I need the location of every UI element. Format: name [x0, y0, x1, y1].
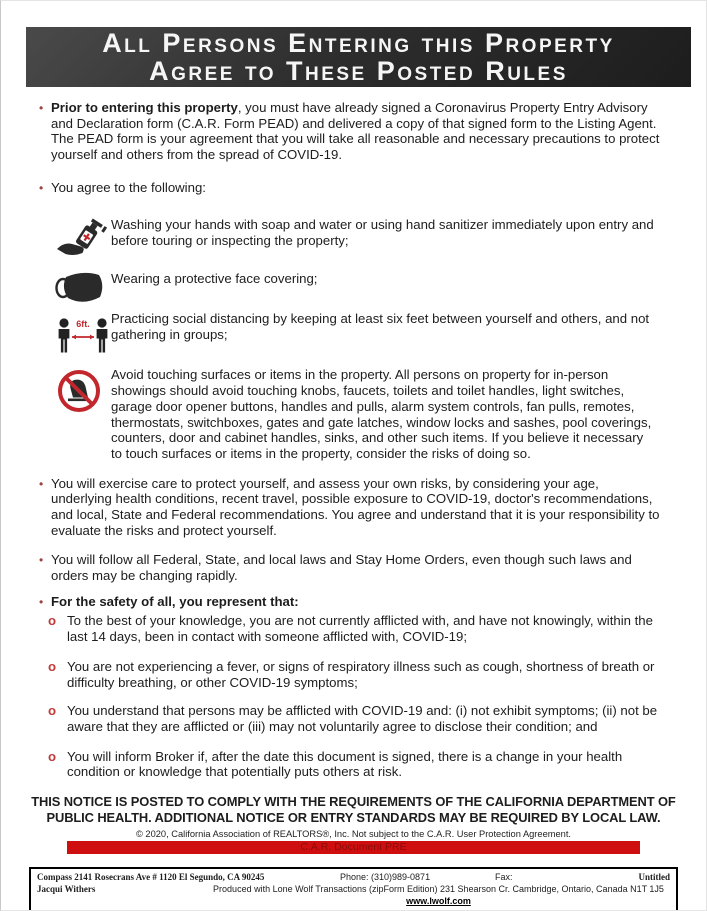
rule-social-distancing: [39, 311, 661, 359]
six-feet-label: 6ft.: [76, 319, 90, 330]
phone-label: Phone: (310)989-0871: [340, 871, 431, 882]
office-address: Compass 2141 Rosecrans Ave # 1120 El Segundo, CA 90245: [37, 871, 265, 882]
produced-with: [207, 883, 670, 907]
rule-prior-entry-lead: Prior to entering this property: [51, 100, 238, 115]
representation-no-covid-contact: [39, 613, 661, 644]
fax-label: Fax:: [495, 871, 513, 882]
agent-name: Jacqui Withers: [37, 883, 96, 894]
document-body: [1, 100, 706, 780]
rule-safety-heading-text: For the safety of all, you represent that:: [51, 593, 299, 609]
representation-no-symptoms: [39, 659, 661, 690]
banner-line-1: All Persons Entering this Property: [102, 27, 615, 58]
sub-bullet-o-icon: o: [48, 703, 57, 719]
car-document-bar-label: C.A.R. Document PRE: [300, 840, 407, 853]
representation-inform-broker-text: You will inform Broker if, after the date this document is signed, there is a change in your health condition or knowledge that potentially puts others at risk.: [67, 748, 623, 780]
rule-social-distancing-text: Practicing social distancing by keeping at least six feet between yourself and others, and not gathering in groups;: [111, 311, 650, 343]
bullet-dot-icon: •: [39, 101, 44, 115]
sub-bullet-o-icon: o: [48, 658, 57, 674]
no-touching-icon: [55, 367, 111, 415]
rule-prior-entry: [39, 100, 661, 163]
bullet-dot-icon: •: [39, 553, 44, 568]
compliance-notice: THIS NOTICE IS POSTED TO COMPLY WITH THE REQUIREMENTS OF THE CALIFORNIA DEPARTMENT OF PUBLIC HEALTH. ADDITIONAL NOTICE OR ENTRY STANDARDS MAY BE REQUIRED BY LOCAL LAW.: [31, 794, 676, 825]
footer-line-2: [37, 883, 670, 907]
representation-inform-broker: [39, 749, 661, 780]
lwolf-link[interactable]: www.lwolf.com: [406, 895, 471, 906]
rule-agree-following: [39, 180, 661, 197]
representation-understanding-text: You understand that persons may be afflicted with COVID-19 and: (i) not exhibit symptoms; (ii) not be aware that they are afflicted or (iii) may not voluntarily agree to disclose their condition; and: [67, 703, 658, 734]
rule-follow-laws-text: You will follow all Federal, State, and local laws and Stay Home Orders, even though such laws and orders may be changing rapidly.: [51, 552, 632, 584]
rule-avoid-touching-text: Avoid touching surfaces or items in the property. All persons on property for in-person showings should avoid touching knobs, faucets, toilets and toilet handles, light switches, garage door opener buttons, handles and pulls, alarm system controls, fan pulls, remotes, thermostats, switchboxes, gates and gate latches, window locks and sashes, pool coverings, counters, door and cabinet handles, sinks, and other such items. If you believe it necessary to touch surfaces or items in the property, consider the risks of doing so.: [111, 367, 652, 461]
representation-no-symptoms-text: You are not experiencing a fever, or signs of respiratory illness such as cough, shortness of breath or difficulty breathing, or other COVID-19 symptoms;: [67, 658, 655, 690]
rule-safety-heading: [39, 594, 661, 611]
rule-face-covering-text: Wearing a protective face covering;: [111, 271, 318, 287]
social-distancing-icon: [55, 311, 111, 359]
rule-agree-following-text: You agree to the following:: [51, 179, 206, 195]
bullet-dot-icon: •: [39, 476, 44, 491]
rule-prior-entry-rest: , you must have already signed a Coronavirus Property Entry Advisory and Declaration form (C.A.R. Form PEAD) and delivered a copy of that signed form to the Listing Agent. The PEAD form is your agreement that you will take all reasonable and necessary precautions to protect yourself and others from the spread of COVID-19.: [51, 100, 660, 163]
copyright-line: © 2020, California Association of REALTORS®, Inc. Not subject to the C.A.R. User Protection Agreement.: [135, 828, 571, 839]
rule-hand-washing-text: Washing your hands with soap and water or using hand sanitizer immediately upon entry and before touring or inspecting the property;: [111, 217, 654, 249]
document-title: Untitled: [638, 871, 670, 882]
bullet-dot-icon: •: [39, 180, 44, 195]
bullet-dot-icon: •: [39, 594, 44, 609]
face-mask-icon: [55, 271, 111, 305]
sub-bullet-o-icon: o: [48, 748, 57, 764]
rule-avoid-touching: [39, 367, 661, 461]
car-document-bar: [67, 841, 640, 854]
rule-face-covering: [39, 271, 661, 305]
rule-follow-laws: [39, 552, 661, 583]
rule-hand-washing: [39, 217, 661, 261]
representation-understanding: [39, 703, 661, 734]
rule-prior-entry-text: [51, 100, 661, 163]
banner-line-2: Agree to These Posted Rules: [149, 56, 568, 86]
rule-exercise-care-text: You will exercise care to protect yourself, and assess your own risks, by considering your age, underlying health conditions, recent travel, possible exposure to COVID-19, doctor's recommendations, and local, State and Federal recommendations. You agree and understand that it is your responsibility to evaluate the risks and protect yourself.: [51, 475, 660, 538]
footer-line-1: [37, 871, 670, 883]
representation-no-covid-contact-text: To the best of your knowledge, you are not currently afflicted with, and have not knowingly, within the last 14 days, been in contact with someone afflicted with, COVID-19;: [67, 613, 653, 645]
sub-bullet-o-icon: o: [48, 613, 57, 629]
produced-with-text: Produced with Lone Wolf Transactions (zipForm Edition) 231 Shearson Cr. Cambridge, Ontario, Canada N1T 1J5: [213, 883, 664, 894]
hand-sanitizer-icon: [55, 217, 111, 261]
rule-exercise-care: [39, 476, 661, 539]
header-banner: [26, 27, 691, 87]
footer-box: [29, 867, 678, 911]
